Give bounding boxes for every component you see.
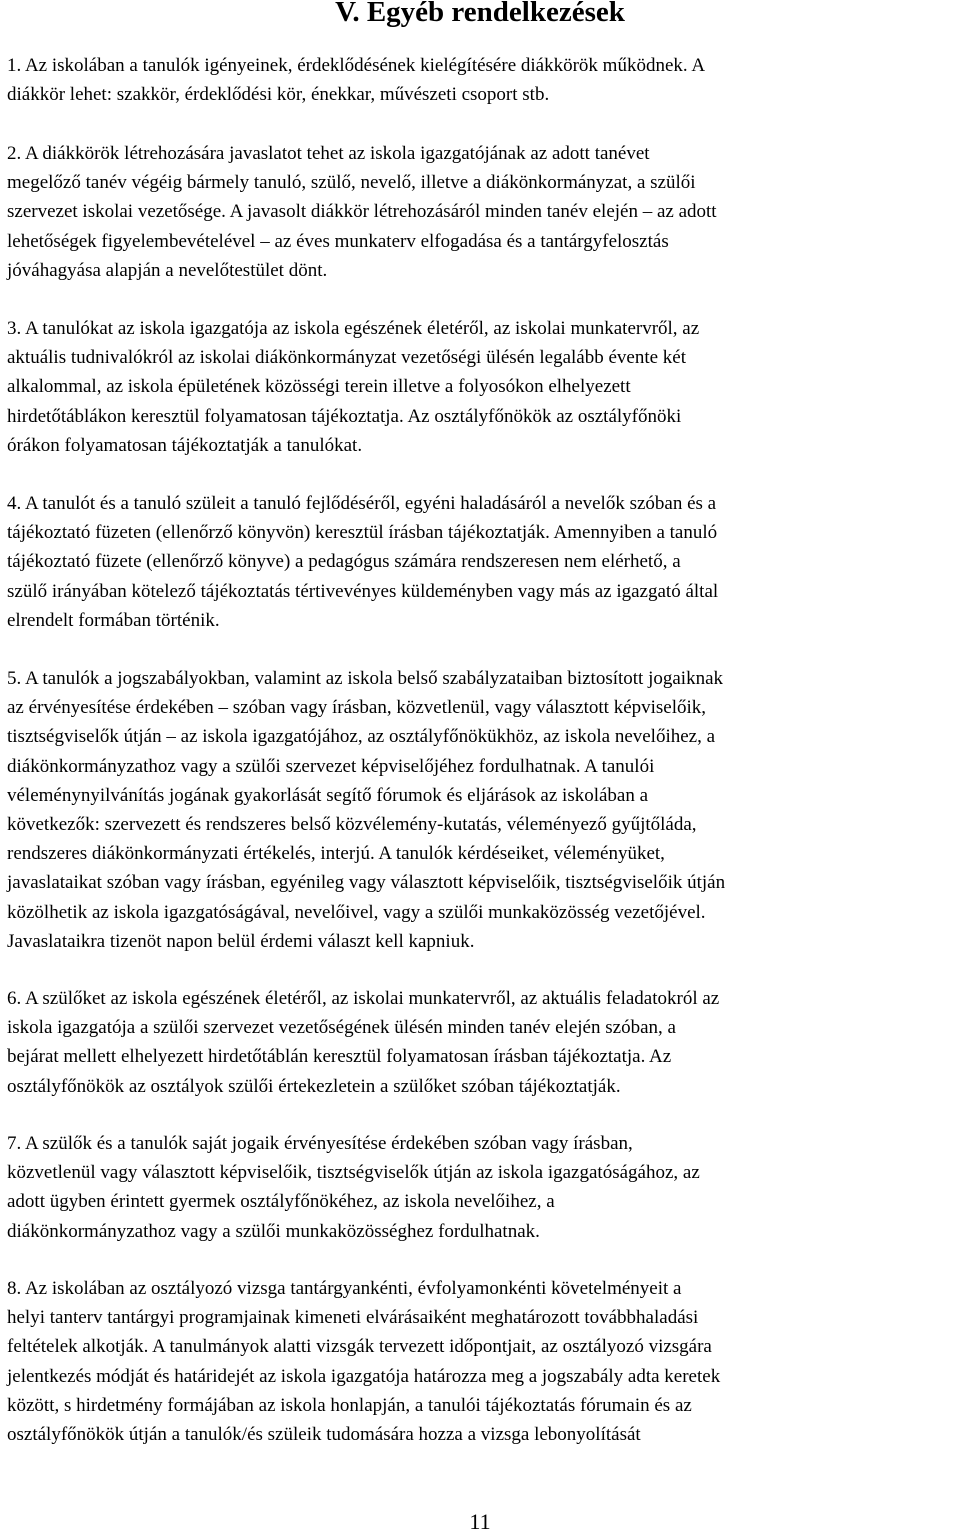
paragraph-2 (7, 139, 957, 285)
paragraph-line: elrendelt formában történik. (7, 609, 220, 631)
paragraph-line: következők: szervezett és rendszeres belső közvélemény-kutatás, véleményező gyűjtőláda, (7, 813, 697, 835)
paragraph-line: tájékoztató füzete (ellenőrző könyve) a pedagógus számára rendszeresen nem elérhető, a (7, 551, 681, 573)
paragraph-line: 4. A tanulót és a tanuló szüleit a tanuló fejlődéséről, egyéni haladásáról a nevelők szóban és a (7, 493, 717, 514)
paragraph-line: alkalommal, az iskola épületének közösségi terein illetve a folyosókon elhelyezett (7, 376, 631, 398)
paragraph-line: között, s hirdetmény formájában az iskola honlapján, a tanulói tájékoztatás fórumain és az (7, 1394, 692, 1416)
paragraph-line: hirdetőtáblákon keresztül folyamatosan tájékoztatja. Az osztályfőnökök az osztályfőnöki (7, 405, 682, 427)
paragraph-3 (7, 314, 957, 460)
paragraph-line: 2. A diákkörök létrehozására javaslatot tehet az iskola igazgatójának az adott tanévet (7, 143, 650, 164)
paragraph-line: diákönkormányzathoz vagy a szülői munkaközösséghez fordulhatnak. (7, 1220, 540, 1242)
paragraph-line: adott ügyben érintett gyermek osztályfőnökéhez, az iskola nevelőihez, a (7, 1191, 555, 1213)
paragraph-line: az érvényesítése érdekében – szóban vagy írásban, közvetlenül, vagy választott képviselőik, (7, 697, 707, 719)
paragraph-line: 7. A szülők és a tanulók saját jogaik érvényesítése érdekében szóban vagy írásban, (7, 1133, 633, 1154)
paragraph-line: lehetőségek figyelembevételével – az éves munkaterv elfogadása és a tantárgyfelosztás (7, 230, 669, 252)
paragraph-line: közvetlenül vagy választott képviselőik, tisztségviselők útján az iskola igazgatóságához, az (7, 1162, 700, 1184)
paragraph-line: megelőző tanév végéig bármely tanuló, szülő, nevelő, illetve a diákönkormányzat, a szülői (7, 172, 696, 194)
paragraph-line: jelentkezés módját és határidejét az iskola igazgatója határozza meg a jogszabály adta keretek (7, 1365, 721, 1387)
paragraph-line: közölhetik az iskola igazgatóságával, nevelőivel, vagy a szülői munkaközösség vezetőjével. (7, 901, 706, 923)
page-number: 11 (469, 1509, 491, 1534)
paragraph-line: jóváhagyása alapján a nevelőtestület dönt. (7, 259, 328, 281)
paragraph-line: 8. Az iskolában az osztályozó vizsga tantárgyankénti, évfolyamonkénti követelményeit a (7, 1278, 682, 1299)
paragraph-line: javaslataikat szóban vagy írásban, egyénileg vagy választott képviselőik, tisztségviselőik útján (7, 872, 726, 894)
paragraph-4 (7, 489, 957, 635)
paragraph-5 (7, 664, 957, 956)
paragraph-line: órákon folyamatosan tájékoztatják a tanulókat. (7, 434, 363, 456)
paragraph-line: véleménynyilvánítás jogának gyakorlását segítő fórumok és eljárások az iskolában a (7, 784, 649, 806)
paragraph-line: szülő irányában kötelező tájékoztatás tértivevényes küldeményben vagy más az igazgató által (7, 580, 719, 602)
paragraph-line: 3. A tanulókat az iskola igazgatója az iskola egészének életéről, az iskolai munkatervről, az (7, 318, 700, 339)
paragraph-1 (7, 51, 957, 109)
paragraph-line: helyi tanterv tantárgyi programjainak kimeneti elvárásaiként meghatározott továbbhaladási (7, 1307, 699, 1329)
paragraph-line: tisztségviselők útján – az iskola igazgatójához, az osztályfőnökükhöz, az iskola nevelőihez, a (7, 726, 716, 748)
section-title: V. Egyéb rendelkezések (335, 0, 625, 28)
paragraph-line: diákkör lehet: szakkör, érdeklődési kör, énekkar, művészeti csoport stb. (7, 84, 550, 106)
paragraph-line: iskola igazgatója a szülői szervezet vezetőségének ülésén minden tanév elején szóban, a (7, 1017, 676, 1039)
paragraph-8 (7, 1274, 957, 1449)
paragraph-line: bejárat mellett elhelyezett hirdetőtáblán keresztül folyamatosan írásban tájékoztatja. Az (7, 1046, 672, 1068)
paragraph-line: aktuális tudnivalókról az iskolai diákönkormányzat vezetőségi ülésén legalább évente két (7, 347, 687, 369)
paragraph-line: diákönkormányzathoz vagy a szülői szervezet képviselőjéhez fordulhatnak. A tanulói (7, 755, 655, 777)
paragraph-line: Javaslataikra tizenöt napon belül érdemi választ kell kapniuk. (7, 930, 475, 952)
paragraph-line: 6. A szülőket az iskola egészének életéről, az iskolai munkatervről, az aktuális feladatokról az (7, 988, 720, 1009)
paragraph-line: tájékoztató füzeten (ellenőrző könyvön) keresztül írásban tájékoztatják. Amennyiben a tanuló (7, 522, 718, 544)
paragraph-line: osztályfőnökök az osztályok szülői értekezletein a szülőket szóban tájékoztatják. (7, 1075, 621, 1097)
paragraph-line: osztályfőnökök útján a tanulók/és szüleik tudomására hozza a vizsga lebonyolítását (7, 1423, 641, 1445)
paragraph-line: 5. A tanulók a jogszabályokban, valamint az iskola belső szabályzataiban biztosított jogaiknak (7, 668, 724, 689)
paragraph-line: feltételek alkotják. A tanulmányok alatti vizsgák tervezett időpontjait, az osztályozó vizsgára (7, 1336, 712, 1358)
paragraph-7 (7, 1129, 957, 1246)
paragraph-line: rendszeres diákönkormányzati értékelés, interjú. A tanulók kérdéseiket, véleményüket, (7, 843, 665, 865)
paragraph-6 (7, 984, 957, 1101)
paragraph-line: szervezet iskolai vezetősége. A javasolt diákkör létrehozásáról minden tanév elején – az adott (7, 201, 717, 223)
paragraph-line: 1. Az iskolában a tanulók igényeinek, érdeklődésének kielégítésére diákkörök működnek. A (7, 55, 706, 76)
